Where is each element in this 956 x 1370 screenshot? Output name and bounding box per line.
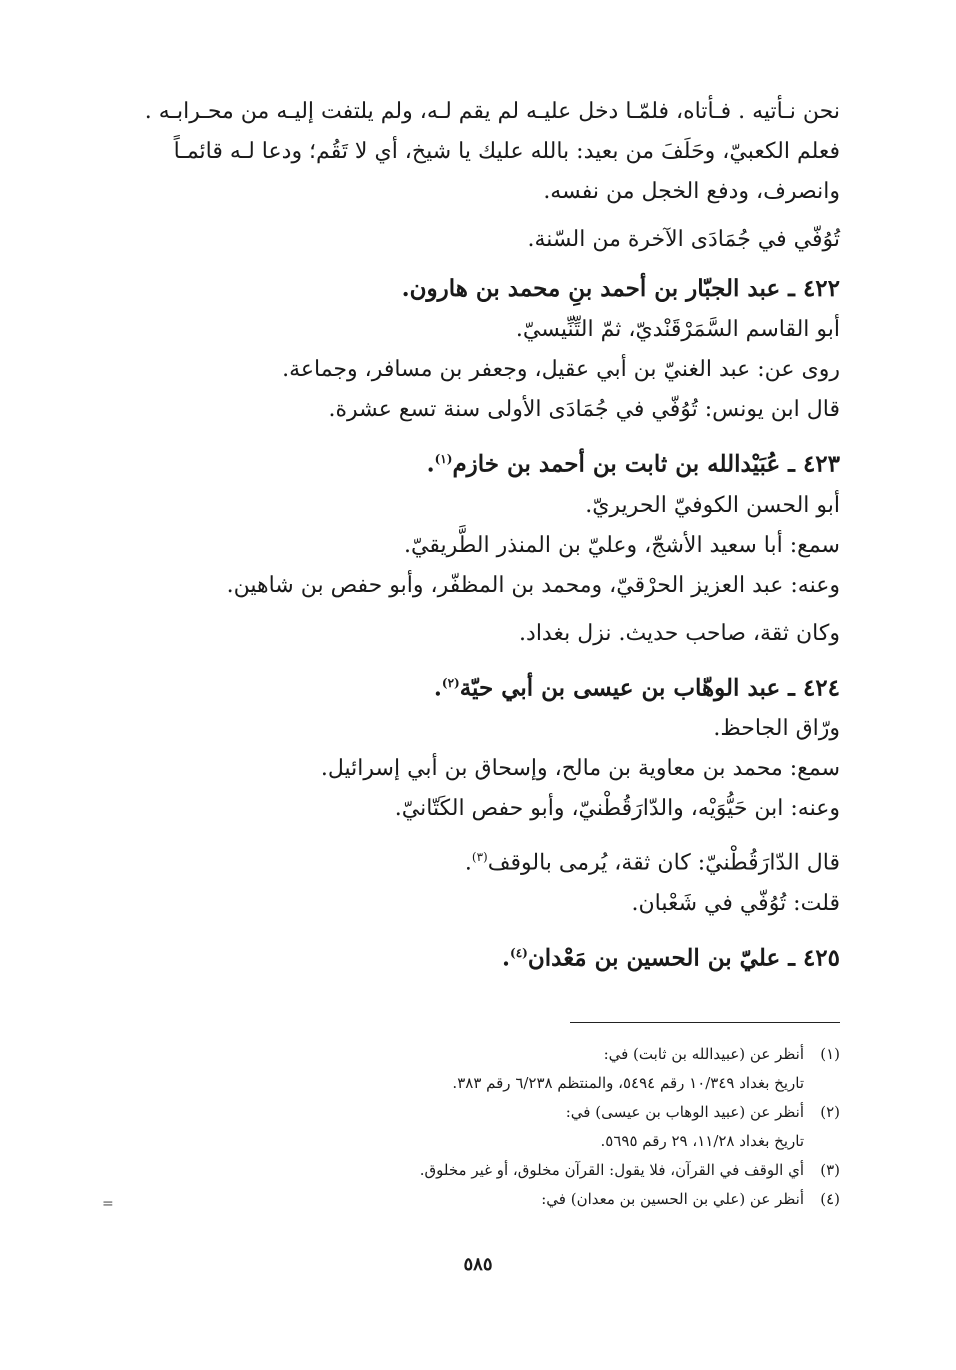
footnote-continuation: تاريخ بغداد ١٠/٣٤٩ رقم ٥٤٩٤، والمنتظم ٦/٢٣٨ رقم ٣٨٣. xyxy=(452,1074,804,1092)
entry-422-line: روى عن: عبد الغنيّ بن أبي عقيل، وجعفر بن مسافر، وجماعة. xyxy=(282,357,840,382)
entry-422-line: أبو القاسم السَّمَرْقَنْديّ، ثمّ التِّنِّيسيّ. xyxy=(515,317,840,342)
footnote-text: أي الوقف في القرآن، فلا يقول: القرآن مخلوق، أو غير مخلوق. xyxy=(419,1161,804,1179)
footnote-divider xyxy=(570,1022,840,1023)
footnote-number: (١) xyxy=(820,1045,840,1063)
footnote-text: أنظر عن (علي بن الحسين بن معدان) في: xyxy=(541,1190,804,1208)
footnote-3 xyxy=(280,1156,840,1185)
entry-425-title: ٤٢٥ ـ عليّ بن الحسين بن مَعْدان xyxy=(527,944,840,972)
entry-424-quote-text: قال الدّارَقُطْنيّ: كان ثقة، يُرمى بالوقف xyxy=(487,850,840,876)
intro-line: وانصرف، ودفع الخجل من نفسه. xyxy=(543,179,840,204)
footnote-text: أنظر عن (عبيدالله بن ثابت) في: xyxy=(603,1045,804,1063)
footnote-ref-1: (١) xyxy=(434,452,453,466)
entry-423-line: سمع: أبا سعيد الأشجّ، وعليّ بن المنذر الطَّريقيّ. xyxy=(404,532,840,558)
footnote-ref-3: (٣) xyxy=(471,850,488,865)
entry-423-line: أبو الحسن الكوفيّ الحريريّ. xyxy=(585,492,840,518)
entry-424-end: . xyxy=(433,674,442,702)
entry-423-end: . xyxy=(426,450,435,478)
entry-423-title: ٤٢٣ ـ عُبَيْدالله بن ثابت بن أحمد بن خازم xyxy=(452,450,840,478)
footnote-1 xyxy=(280,1040,840,1069)
entry-423-line: وكان ثقة، صاحب حديث. نزل بغداد. xyxy=(519,620,840,646)
footnote-2 xyxy=(280,1098,840,1127)
footnote-4 xyxy=(280,1185,840,1214)
entry-424-heading xyxy=(120,662,840,710)
entry-423-line: وعنه: عبد العزيز الحرْقيّ، ومحمد بن المظفّر، وأبو حفص بن شاهين. xyxy=(226,572,840,598)
intro-line: فعلم الكعبيّ، وحَلَفَ من بعيد: بالله عليك يا شيخ، أي لا تَقُم؛ ودعا لـه قائمـاً xyxy=(173,139,840,164)
footnote-continuation: تاريخ بغداد ١١/٢٨، ٢٩ رقم ٥٦٩٥. xyxy=(600,1132,804,1150)
entry-425-heading xyxy=(120,932,840,980)
entry-422-line: قال ابن يونس: تُوُفّي في جُمَادَى الأولى سنة تسع عشرة. xyxy=(328,397,840,422)
entry-424-quote xyxy=(120,837,840,883)
page-number: ٥٨٥ xyxy=(463,1254,493,1275)
entry-424-quote-end: . xyxy=(464,850,472,876)
entry-422-heading: ٤٢٢ ـ عبد الجبّار بن أحمد بنِ محمد بن هارون. xyxy=(401,275,840,302)
entry-423-heading xyxy=(120,438,840,486)
entry-424-line: وعنه: ابن حَيُّوَيْه، والدّارَقُطْنيّ، وأبو حفص الكَتّانيّ. xyxy=(394,796,840,822)
entry-425-end: . xyxy=(502,944,511,972)
entry-424-line: قلت: تُوُفّي في شَعْبان. xyxy=(631,890,840,916)
entry-424-line: ورّاق الجاحظ. xyxy=(713,716,840,742)
entry-424-line: سمع: محمد بن معاوية بن مالح، وإسحاق بن أبي إسرائيل. xyxy=(320,756,840,782)
footnote-number: (٣) xyxy=(820,1161,840,1179)
intro-line: نحن نـأتيه . فـأتاه، فلمّـا دخل عليـه لم يقم لـه، ولم يلتفت إليـه من محـرابـه . xyxy=(144,99,840,124)
entry-424-title: ٤٢٤ ـ عبد الوهّاب بن عيسى بن أبي حيّة xyxy=(459,674,840,702)
footnotes xyxy=(280,1040,840,1214)
footnote-number: (٤) xyxy=(820,1190,840,1208)
margin-mark: = xyxy=(102,1196,114,1212)
intro-line: تُوُفّي في جُمَادَى الآخرة من السّنة. xyxy=(527,227,840,252)
footnote-text: أنظر عن (عبيد الوهاب بن عيسى) في: xyxy=(565,1103,804,1121)
footnote-ref-4: (٤) xyxy=(510,945,528,960)
footnote-number: (٢) xyxy=(820,1103,840,1121)
footnote-ref-2: (٢) xyxy=(441,675,460,690)
